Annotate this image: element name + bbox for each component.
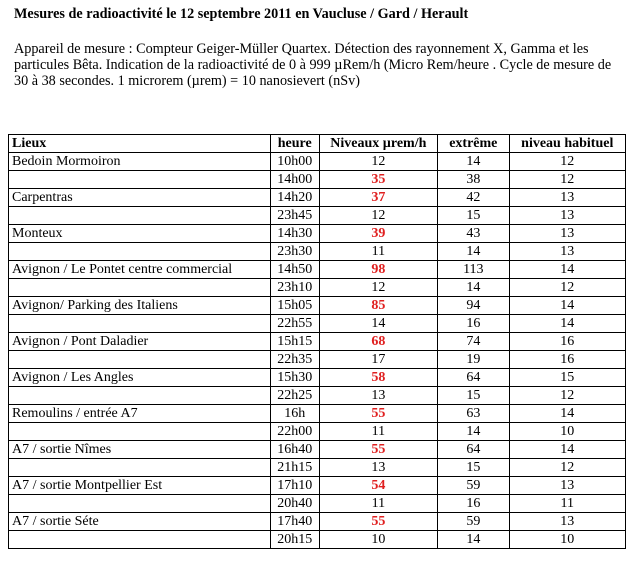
cell-heure: 23h30	[270, 243, 319, 261]
cell-habituel: 12	[509, 387, 625, 405]
cell-niveau: 35	[319, 171, 437, 189]
table-row	[9, 531, 626, 549]
cell-lieu	[9, 423, 271, 441]
table-row	[9, 207, 626, 225]
cell-lieu: Remoulins / entrée A7	[9, 405, 271, 423]
cell-habituel: 10	[509, 531, 625, 549]
table-row	[9, 243, 626, 261]
cell-lieu	[9, 315, 271, 333]
cell-heure: 14h20	[270, 189, 319, 207]
cell-habituel: 12	[509, 279, 625, 297]
cell-heure: 15h05	[270, 297, 319, 315]
cell-niveau: 85	[319, 297, 437, 315]
cell-habituel: 12	[509, 459, 625, 477]
cell-habituel: 14	[509, 297, 625, 315]
cell-extreme: 14	[438, 423, 509, 441]
cell-lieu	[9, 207, 271, 225]
cell-lieu	[9, 459, 271, 477]
cell-lieu: Avignon / Le Pontet centre commercial	[9, 261, 271, 279]
table-row	[9, 333, 626, 351]
cell-lieu: Avignon / Les Angles	[9, 369, 271, 387]
cell-lieu	[9, 495, 271, 513]
cell-niveau: 11	[319, 495, 437, 513]
cell-habituel: 13	[509, 225, 625, 243]
cell-heure: 16h40	[270, 441, 319, 459]
cell-heure: 14h30	[270, 225, 319, 243]
cell-niveau: 55	[319, 405, 437, 423]
cell-habituel: 13	[509, 477, 625, 495]
cell-habituel: 14	[509, 261, 625, 279]
cell-niveau: 17	[319, 351, 437, 369]
cell-heure: 22h00	[270, 423, 319, 441]
cell-niveau: 12	[319, 207, 437, 225]
header-extreme: extrême	[438, 135, 509, 153]
cell-lieu: Carpentras	[9, 189, 271, 207]
cell-extreme: 74	[438, 333, 509, 351]
cell-habituel: 10	[509, 423, 625, 441]
table-row	[9, 387, 626, 405]
cell-niveau: 11	[319, 423, 437, 441]
cell-heure: 20h40	[270, 495, 319, 513]
table-row	[9, 441, 626, 459]
cell-habituel: 14	[509, 405, 625, 423]
table-row	[9, 351, 626, 369]
cell-heure: 22h35	[270, 351, 319, 369]
cell-extreme: 113	[438, 261, 509, 279]
table-row	[9, 225, 626, 243]
cell-niveau: 12	[319, 153, 437, 171]
cell-heure: 17h10	[270, 477, 319, 495]
header-niveau-habituel: niveau habituel	[509, 135, 625, 153]
table-body	[9, 153, 626, 549]
cell-niveau: 13	[319, 459, 437, 477]
cell-heure: 22h25	[270, 387, 319, 405]
table-row	[9, 189, 626, 207]
header-lieux: Lieux	[9, 135, 271, 153]
table-row	[9, 423, 626, 441]
cell-niveau: 58	[319, 369, 437, 387]
cell-extreme: 16	[438, 495, 509, 513]
cell-niveau: 98	[319, 261, 437, 279]
cell-lieu	[9, 171, 271, 189]
cell-heure: 15h15	[270, 333, 319, 351]
cell-extreme: 14	[438, 243, 509, 261]
cell-niveau: 11	[319, 243, 437, 261]
table-row	[9, 495, 626, 513]
cell-heure: 14h50	[270, 261, 319, 279]
cell-lieu	[9, 531, 271, 549]
cell-extreme: 15	[438, 387, 509, 405]
cell-extreme: 64	[438, 369, 509, 387]
cell-niveau: 55	[319, 513, 437, 531]
cell-habituel: 13	[509, 207, 625, 225]
cell-extreme: 94	[438, 297, 509, 315]
cell-extreme: 15	[438, 207, 509, 225]
table-row	[9, 261, 626, 279]
cell-habituel: 13	[509, 189, 625, 207]
cell-habituel: 16	[509, 351, 625, 369]
header-niveaux: Niveaux µrem/h	[319, 135, 437, 153]
table-row	[9, 315, 626, 333]
cell-lieu	[9, 279, 271, 297]
cell-niveau: 39	[319, 225, 437, 243]
cell-heure: 14h00	[270, 171, 319, 189]
cell-habituel: 16	[509, 333, 625, 351]
cell-lieu: A7 / sortie Séte	[9, 513, 271, 531]
header-heure: heure	[270, 135, 319, 153]
cell-extreme: 43	[438, 225, 509, 243]
cell-niveau: 12	[319, 279, 437, 297]
cell-heure: 23h45	[270, 207, 319, 225]
cell-extreme: 14	[438, 153, 509, 171]
cell-niveau: 14	[319, 315, 437, 333]
cell-niveau: 10	[319, 531, 437, 549]
table-row	[9, 279, 626, 297]
cell-extreme: 59	[438, 513, 509, 531]
cell-habituel: 15	[509, 369, 625, 387]
measurements-table	[8, 134, 626, 549]
cell-niveau: 55	[319, 441, 437, 459]
cell-habituel: 13	[509, 243, 625, 261]
table-row	[9, 459, 626, 477]
cell-heure: 10h00	[270, 153, 319, 171]
cell-heure: 20h15	[270, 531, 319, 549]
cell-niveau: 68	[319, 333, 437, 351]
table-row	[9, 297, 626, 315]
cell-habituel: 12	[509, 153, 625, 171]
cell-extreme: 42	[438, 189, 509, 207]
table-row	[9, 405, 626, 423]
cell-extreme: 14	[438, 531, 509, 549]
cell-heure: 21h15	[270, 459, 319, 477]
cell-extreme: 16	[438, 315, 509, 333]
cell-extreme: 14	[438, 279, 509, 297]
cell-habituel: 11	[509, 495, 625, 513]
table-header-row	[9, 135, 626, 153]
cell-lieu: Bedoin Mormoiron	[9, 153, 271, 171]
cell-habituel: 13	[509, 513, 625, 531]
intro-paragraph: Appareil de mesure : Compteur Geiger-Müller Quartex. Détection des rayonnement X, Gamma et les particules Bêta. Indication de la radioactivité de 0 à 999 µRem/h (Micro Rem/heure . Cycle de mesure de 30 à 38 secondes. 1 microrem (µrem) = 10 nanosievert (nSv)	[14, 41, 612, 89]
cell-extreme: 15	[438, 459, 509, 477]
cell-niveau: 13	[319, 387, 437, 405]
cell-extreme: 64	[438, 441, 509, 459]
table-row	[9, 153, 626, 171]
page-title: Mesures de radioactivité le 12 septembre 2011 en Vaucluse / Gard / Herault	[14, 6, 469, 22]
cell-heure: 15h30	[270, 369, 319, 387]
cell-niveau: 37	[319, 189, 437, 207]
cell-heure: 16h	[270, 405, 319, 423]
cell-heure: 23h10	[270, 279, 319, 297]
cell-heure: 17h40	[270, 513, 319, 531]
cell-heure: 22h55	[270, 315, 319, 333]
cell-lieu	[9, 243, 271, 261]
table-row	[9, 513, 626, 531]
cell-habituel: 14	[509, 441, 625, 459]
cell-extreme: 38	[438, 171, 509, 189]
cell-extreme: 63	[438, 405, 509, 423]
cell-lieu: A7 / sortie Nîmes	[9, 441, 271, 459]
cell-extreme: 59	[438, 477, 509, 495]
table-row	[9, 369, 626, 387]
cell-habituel: 14	[509, 315, 625, 333]
cell-lieu: Avignon / Pont Daladier	[9, 333, 271, 351]
cell-habituel: 12	[509, 171, 625, 189]
cell-lieu	[9, 351, 271, 369]
cell-lieu: A7 / sortie Montpellier Est	[9, 477, 271, 495]
cell-extreme: 19	[438, 351, 509, 369]
cell-niveau: 54	[319, 477, 437, 495]
table-row	[9, 477, 626, 495]
cell-lieu	[9, 387, 271, 405]
cell-lieu: Avignon/ Parking des Italiens	[9, 297, 271, 315]
cell-lieu: Monteux	[9, 225, 271, 243]
table-row	[9, 171, 626, 189]
